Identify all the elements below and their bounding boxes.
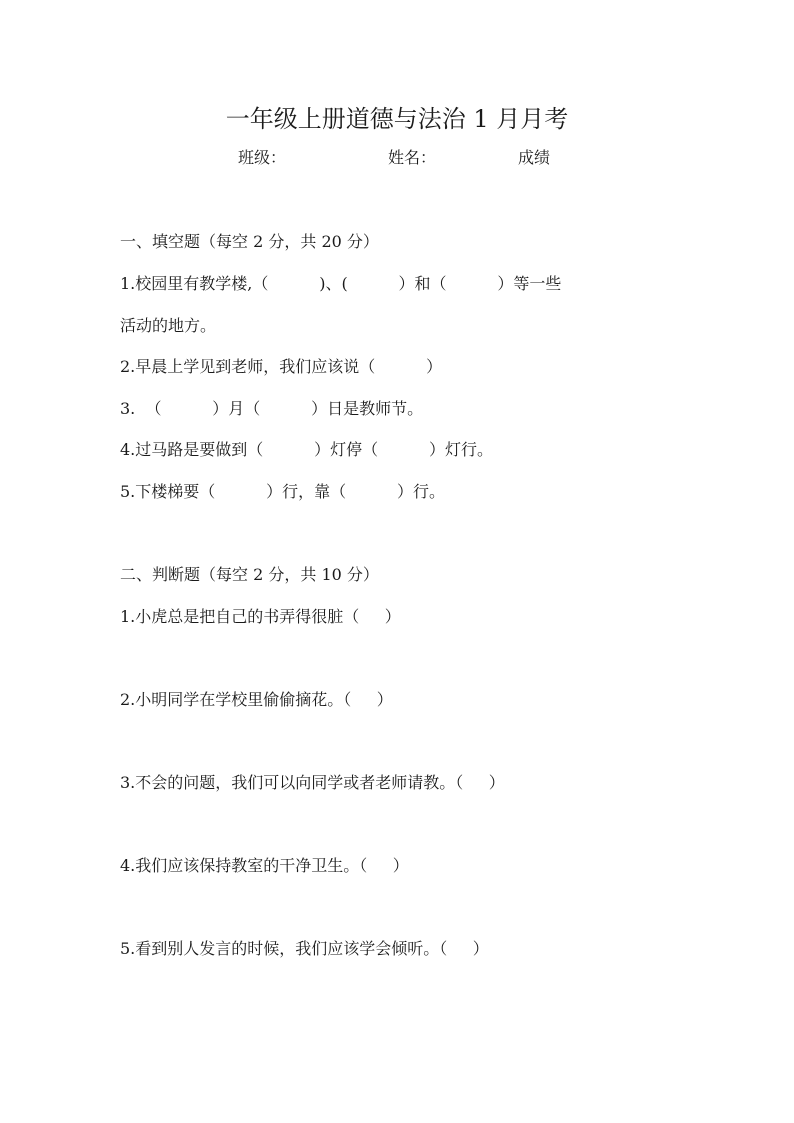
- class-label: 班级：: [238, 148, 287, 167]
- score-label: 成绩: [518, 148, 551, 167]
- question-line: 2.早晨上学见到老师，我们应该说（ ）: [120, 357, 443, 376]
- question-line: 4.我们应该保持教室的干净卫生。（ ）: [120, 856, 409, 875]
- question-line: 4.过马路是要做到（ ）灯停（ ）灯行。: [120, 440, 493, 459]
- question-line: 1.校园里有教学楼,（ )、( ）和（ ）等一些: [120, 274, 562, 293]
- question-line: 活动的地方。: [120, 316, 217, 335]
- section-heading-fill-in: 一、填空题（每空 2 分，共 20 分）: [120, 232, 379, 251]
- section-heading-true-false: 二、判断题（每空 2 分，共 10 分）: [120, 565, 379, 584]
- name-label: 姓名：: [388, 148, 437, 167]
- question-line: 3. （ ）月（ ）日是教师节。: [120, 399, 424, 418]
- question-line: 1.小虎总是把自己的书弄得很脏（ ）: [120, 607, 401, 626]
- question-line: 5.看到别人发言的时候，我们应该学会倾听。（ ）: [120, 939, 489, 958]
- page-title: 一年级上册道德与法治 1 月月考: [225, 105, 569, 133]
- question-line: 5.下楼梯要（ ）行，靠（ ）行。: [120, 482, 445, 501]
- question-line: 3.不会的问题，我们可以向同学或者老师请教。（ ）: [120, 773, 505, 792]
- question-line: 2.小明同学在学校里偷偷摘花。（ ）: [120, 690, 393, 709]
